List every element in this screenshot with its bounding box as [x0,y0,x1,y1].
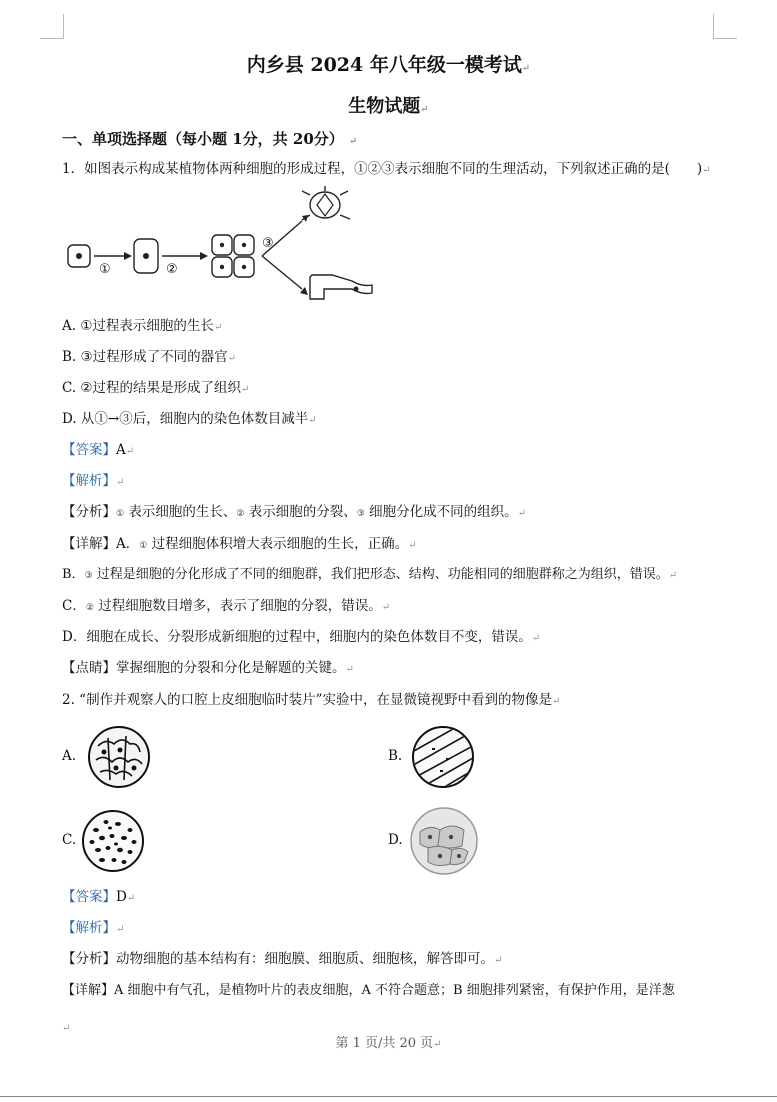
q1-answer: 【答案】A↵ [62,442,135,458]
crop-mark-tl-v [63,14,64,39]
differentiated-cell-2 [310,275,372,299]
page-title: 内乡县 2024 年八年级一模考试↵ [246,54,531,76]
crop-mark-tr-v [713,14,714,39]
q1-option-a: A. ①过程表示细胞的生长↵ [62,318,223,334]
page-bottom-rule [0,1096,777,1097]
step-3-label: ③ [262,236,274,251]
section-heading: 一、单项选择题（每小题 1分，共 20分） ↵ [62,130,358,148]
q2-analysis-tag: 【解析】↵ [62,920,125,936]
q1-cell-diagram [62,185,392,310]
q1-dianjing: 【点睛】掌握细胞的分裂和分化是解题的关键。↵ [62,660,354,676]
paragraph-mark: ↵ [62,1023,71,1034]
q1-xiangjie-b: B．③ 过程是细胞的分化形成了不同的细胞群，我们把形态、结构、功能相同的细胞群称之为组织，错误。↵ [62,567,678,582]
q2-answer: 【答案】D↵ [62,889,136,905]
q1-fenxi: 【分析】① 表示细胞的生长、② 表示细胞的分裂、③ 细胞分化成不同的组织。↵ [62,504,527,520]
differentiated-cell-1 [310,192,340,218]
q2-option-b-label: B. [388,748,403,764]
crop-mark-tr-h [713,38,737,39]
q1-analysis-tag: 【解析】↵ [62,473,125,489]
q2-option-a-image [86,724,152,790]
q2-option-b-image [410,724,476,790]
q1-xiangjie-c: C．② 过程细胞数目增多，表示了细胞的分裂，错误。↵ [62,598,391,614]
page-subtitle: 生物试题↵ [348,96,429,117]
step-2-label: ② [166,262,178,277]
q1-option-c: C. ②过程的结果是形成了组织↵ [62,380,250,396]
q1-stem: 1．如图表示构成某植物体两种细胞的形成过程，①②③表示细胞不同的生理活动，下列叙述正确的是( )↵ [62,161,711,177]
q1-xiangjie-d: D．细胞在成长、分裂形成新细胞的过程中，细胞内的染色体数目不变，错误。↵ [62,629,541,645]
step-1-label: ① [99,262,111,277]
q1-option-d: D. 从①→③后，细胞内的染色体数目减半↵ [62,411,317,427]
page-footer: 第 1 页/共 20 页↵ [335,1036,442,1051]
q2-option-d-image [408,806,480,876]
q2-fenxi: 【分析】动物细胞的基本结构有：细胞膜、细胞质、细胞核，解答即可。↵ [62,951,503,967]
branch-down [262,256,302,289]
q2-xiangjie: 【详解】A 细胞中有气孔，是植物叶片的表皮细胞，A 不符合题意；B 细胞排列紧密，有保护作用，是洋葱 [62,983,675,998]
q2-option-c-label: C. [62,832,77,848]
crop-mark-tl-h [40,38,64,39]
q2-option-d-label: D. [388,832,403,848]
q2-option-a-label: A. [62,748,77,764]
q2-stem: 2. “制作并观察人的口腔上皮细胞临时装片”实验中，在显微镜视野中看到的物像是↵ [62,692,561,708]
q1-xiangjie-a: 【详解】A．① 过程细胞体积增大表示细胞的生长，正确。↵ [62,536,417,552]
q1-option-b: B. ③过程形成了不同的器官↵ [62,349,236,365]
q2-option-c-image [80,808,146,874]
